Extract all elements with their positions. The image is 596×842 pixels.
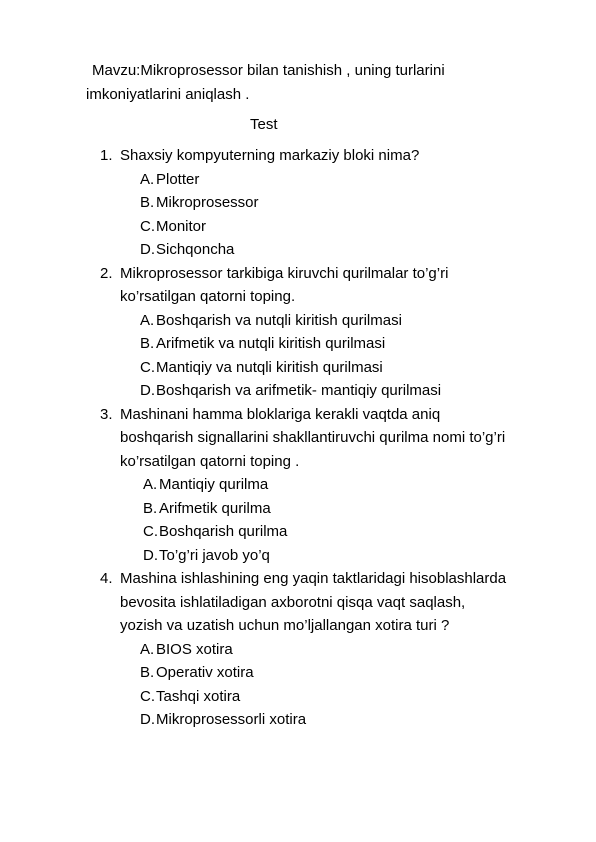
test-title: Test	[250, 116, 278, 133]
options-2	[100, 309, 590, 403]
option-c	[100, 356, 590, 380]
option-text: Mantiqiy qurilma	[159, 476, 269, 493]
option-text: Boshqarish va nutqli kiritish qurilmasi	[156, 311, 402, 329]
option-c	[100, 520, 590, 544]
question-number: 3.	[100, 405, 113, 423]
option-a	[100, 638, 590, 662]
option-text: Operativ xotira	[156, 664, 254, 681]
question-text: ko’rsatilgan qatorni toping .	[120, 452, 300, 470]
option-text: Plotter	[156, 170, 200, 188]
options-3	[100, 473, 590, 567]
option-letter: A.	[140, 640, 155, 658]
option-letter: A.	[143, 476, 158, 493]
topic-line-2: imkoniyatlarini aniqlash .	[86, 85, 250, 103]
question-text: Mashina ishlashining eng yaqin taktlaridagi hisoblashlarda	[120, 570, 507, 587]
question-number: 1.	[100, 147, 113, 164]
question-text: Mikroprosessor tarkibiga kiruvchi qurilmalar to’g’ri	[120, 264, 449, 282]
option-letter: D.	[140, 382, 155, 399]
option-text: Arifmetik va nutqli kiritish qurilmasi	[156, 335, 386, 352]
option-text: Mikroprosessorli xotira	[156, 711, 307, 728]
option-d	[100, 544, 590, 568]
option-d	[100, 379, 590, 403]
option-letter: C.	[143, 523, 158, 540]
topic-line-1: Mavzu:Mikroprosessor bilan tanishish , uning turlarini	[92, 62, 445, 79]
option-text: Sichqoncha	[156, 241, 235, 258]
option-text: Tashqi xotira	[156, 687, 241, 705]
option-b	[100, 191, 590, 215]
option-text: Boshqarish qurilma	[159, 523, 288, 540]
question-2	[100, 262, 590, 309]
option-b	[100, 332, 590, 356]
question-list	[100, 144, 590, 732]
question-number: 2.	[100, 264, 113, 282]
option-letter: C.	[140, 687, 155, 705]
option-letter: A.	[140, 311, 155, 329]
option-letter: C.	[140, 358, 155, 376]
question-4	[100, 567, 590, 638]
option-letter: B.	[140, 194, 155, 211]
option-c	[100, 215, 590, 239]
option-letter: A.	[140, 170, 155, 188]
option-c	[100, 685, 590, 709]
option-d	[100, 238, 590, 262]
question-text: yozish va uzatish uchun mo’ljallangan xotira turi ?	[120, 617, 450, 634]
option-b	[100, 497, 590, 521]
option-text: BIOS xotira	[156, 640, 233, 658]
option-letter: D.	[140, 241, 155, 258]
question-3	[100, 403, 590, 474]
option-d	[100, 708, 590, 732]
option-a	[100, 168, 590, 192]
question-text: bevosita ishlatiladigan axborotni qisqa vaqt saqlash,	[120, 593, 466, 611]
option-a	[100, 473, 590, 497]
option-text: Arifmetik qurilma	[159, 499, 271, 517]
question-text: Shaxsiy kompyuterning markaziy bloki nima?	[120, 147, 420, 164]
options-4	[100, 638, 590, 732]
question-text: Mashinani hamma bloklariga kerakli vaqtda aniq	[120, 405, 441, 423]
question-number: 4.	[100, 570, 113, 587]
question-text: ko’rsatilgan qatorni toping.	[120, 288, 296, 305]
option-a	[100, 309, 590, 333]
option-letter: B.	[140, 335, 155, 352]
option-text: To’g’ri javob yo’q	[159, 546, 270, 564]
option-letter: D.	[140, 711, 155, 728]
option-text: Mikroprosessor	[156, 194, 259, 211]
option-text: Mantiqiy va nutqli kiritish qurilmasi	[156, 358, 383, 376]
question-text: boshqarish signallarini shakllantiruvchi qurilma nomi to’g’ri	[120, 429, 506, 446]
question-1	[100, 144, 590, 168]
option-b	[100, 661, 590, 685]
topic-heading	[86, 59, 556, 106]
option-letter: D.	[143, 546, 158, 564]
option-letter: B.	[140, 664, 155, 681]
option-letter: C.	[140, 217, 155, 235]
options-1	[100, 168, 590, 262]
option-text: Monitor	[156, 217, 207, 235]
option-letter: B.	[143, 499, 158, 517]
option-text: Boshqarish va arifmetik- mantiqiy qurilmasi	[156, 382, 442, 399]
